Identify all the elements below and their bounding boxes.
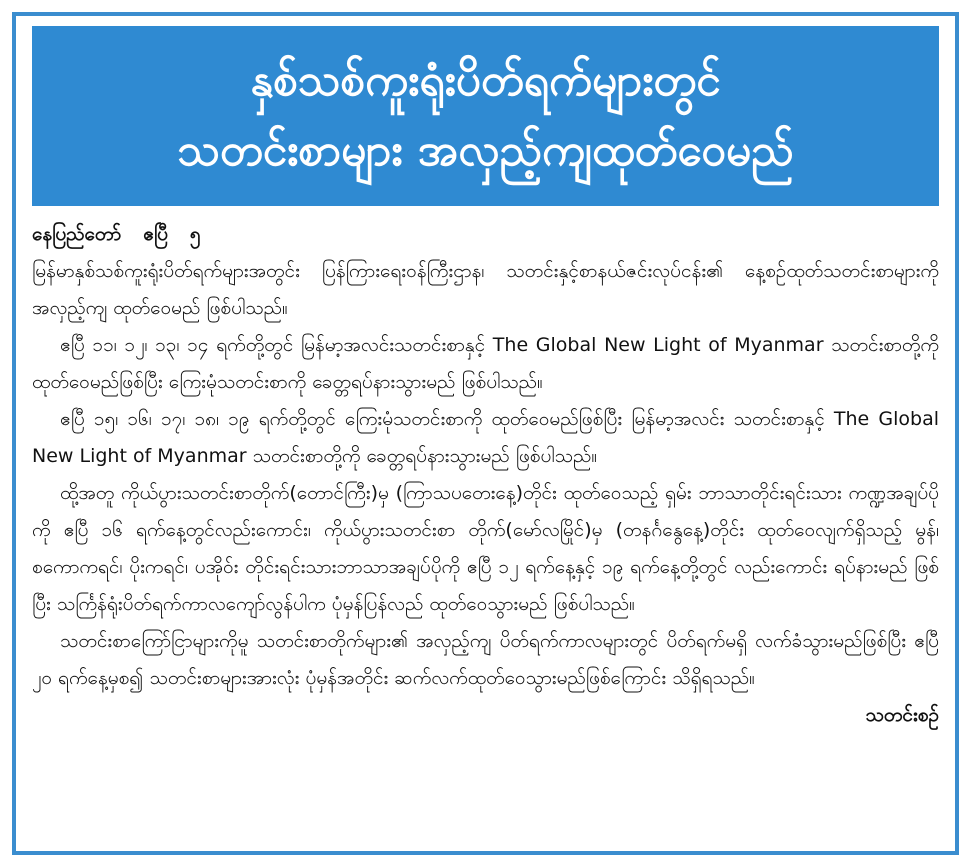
article-body	[32, 216, 939, 734]
byline-row	[32, 697, 939, 734]
headline-line-2: သတင်းစာများ အလှည့်ကျထုတ်ဝေမည်	[177, 125, 794, 176]
byline: သတင်းစဉ်	[865, 704, 939, 726]
paragraph-1: မြန်မာနှစ်သစ်ကူးရုံးပိတ်ရက်များအတွင်း ပြန်ကြားရေးဝန်ကြီးဌာန၊ သတင်းနှင့်စာနယ်ဇင်းလုပ်ငန်း၏ နေ့စဉ်ထုတ်သတင်းစာများကို အလှည့်ကျ ထုတ်ဝေမည် ဖြစ်ပါသည်။	[32, 260, 939, 319]
paragraph-2: ဧပြီ ၁၁၊ ၁၂၊ ၁၃၊ ၁၄ ရက်တို့တွင် မြန်မာ့အလင်းသတင်းစာနှင့် The Global New Light of Myanmar သတင်းစာတို့ကို ထုတ်ဝေမည်ဖြစ်ပြီး ကြေးမုံသတင်းစာကို ခေတ္တရပ်နားသွားမည် ဖြစ်ပါသည်။	[32, 334, 939, 393]
dateline-month: ဧပြီ	[143, 223, 168, 245]
paragraph-3: ဧပြီ ၁၅၊ ၁၆၊ ၁၇၊ ၁၈၊ ၁၉ ရက်တို့တွင် ကြေးမုံသတင်းစာကို ထုတ်ဝေမည်ဖြစ်ပြီး မြန်မာ့အလင်း သတင်းစာနှင့် The Global New Light of Myanmar သတင်းစာတို့ကို ခေတ္တရပ်နားသွားမည် ဖြစ်ပါသည်။	[32, 408, 939, 467]
paragraph-5: သတင်းစာကြော်ငြာများကိုမူ သတင်းစာတိုက်များ၏ အလှည့်ကျ ပိတ်ရက်ကာလများတွင် ပိတ်ရက်မရှိ လက်ခံသွားမည်ဖြစ်ပြီး ဧပြီ ၂၀ ရက်နေ့မှစ၍ သတင်းစာများအားလုံး ပုံမှန်အတိုင်း ဆက်လက်ထုတ်ဝေသွားမည်ဖြစ်ကြောင်း သိရှိရသည်။	[32, 630, 939, 689]
news-article-frame	[12, 12, 959, 855]
dateline-place: နေပြည်တော်	[32, 223, 122, 245]
headline-banner	[32, 26, 939, 206]
dateline	[32, 216, 939, 253]
headline-line-1: နှစ်သစ်ကူးရုံးပိတ်ရက်များတွင်	[250, 55, 721, 106]
paragraph-4: ထို့အတူ ကိုယ်ပွားသတင်းစာတိုက်(တောင်ကြီး)မှ (ကြာသပတေးနေ့)တိုင်း ထုတ်ဝေသည့် ရှမ်း ဘာသာတိုင်းရင်းသား ကဏ္ဍအချပ်ပိုကို ဧပြီ ၁၆ ရက်နေ့တွင်လည်းကောင်း၊ ကိုယ်ပွားသတင်းစာ တိုက်(မော်လမြိုင်)မှ (တနင်္ဂနွေနေ့)တိုင်း ထုတ်ဝေလျက်ရှိသည့် မွန်၊ စကောကရင်၊ ပိုးကရင်၊ ပအိုဝ်း တိုင်းရင်းသားဘာသာအချပ်ပိုကို ဧပြီ ၁၂ ရက်နေ့နှင့် ၁၉ ရက်နေ့တို့တွင် လည်းကောင်း ရပ်နားမည် ဖြစ်ပြီး သင်္ကြန်ရုံးပိတ်ရက်ကာလကျော်လွန်ပါက ပုံမှန်ပြန်လည် ထုတ်ဝေသွားမည် ဖြစ်ပါသည်။	[32, 482, 939, 615]
dateline-day: ၅	[189, 223, 201, 245]
